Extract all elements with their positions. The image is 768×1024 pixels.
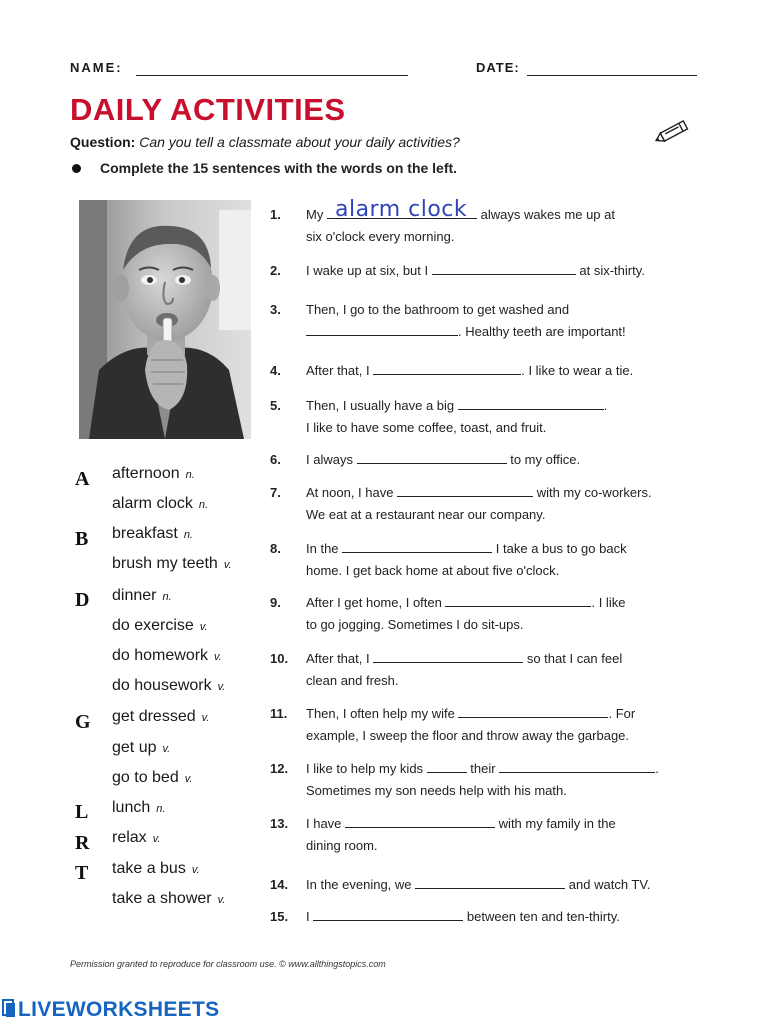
date-field[interactable] — [527, 75, 697, 76]
word-bank-item: take a shower v. — [112, 890, 226, 907]
letter-heading: B — [75, 528, 89, 550]
word-bank-item: brush my teeth v. — [112, 555, 232, 572]
answer-blank-13[interactable] — [345, 813, 495, 828]
question-label: Question: — [70, 134, 136, 150]
word-bank-item: get dressed v. — [112, 708, 210, 725]
word-bank-item: breakfast n. — [112, 525, 193, 542]
liveworksheets-logo[interactable]: LIVEWORKSHEETS — [2, 998, 219, 1022]
instruction: Complete the 15 sentences with the words on the left. — [100, 160, 458, 176]
answer-blank-5[interactable] — [458, 395, 604, 410]
question — [70, 134, 460, 150]
answer-blank-4[interactable] — [373, 360, 521, 375]
word-bank-item: do homework v. — [112, 647, 222, 664]
page-title: DAILY ACTIVITIES — [70, 92, 346, 127]
word-bank-item: do exercise v. — [112, 617, 208, 634]
answer-blank-3[interactable] — [306, 321, 458, 336]
answer-blank-9[interactable] — [445, 592, 591, 607]
answer-blank-11[interactable] — [458, 703, 608, 718]
word-bank-item: do housework v. — [112, 677, 226, 694]
liveworksheets-icon — [2, 998, 16, 1018]
answer-blank-6[interactable] — [357, 449, 507, 464]
word-bank-item: alarm clock n. — [112, 495, 209, 512]
name-field[interactable] — [136, 75, 408, 76]
handwritten-answer: alarm clock — [334, 197, 468, 222]
answer-blank-7[interactable] — [397, 482, 533, 497]
answer-blank-12a[interactable] — [427, 758, 467, 773]
answer-blank-2[interactable] — [432, 260, 576, 275]
date-label: DATE: — [476, 60, 520, 75]
word-bank-item: dinner n. — [112, 587, 172, 604]
pencil-icon — [653, 114, 697, 148]
letter-heading: G — [75, 711, 91, 733]
letter-heading: A — [75, 468, 90, 490]
answer-blank-14[interactable] — [415, 874, 565, 889]
permission-note: Permission granted to reproduce for classroom use. © www.allthingstopics.com — [70, 959, 386, 969]
answer-blank-15[interactable] — [313, 906, 463, 921]
answer-blank-10[interactable] — [373, 648, 523, 663]
answer-blank-1[interactable] — [327, 197, 477, 222]
letter-heading: L — [75, 801, 89, 823]
letter-heading: T — [75, 862, 89, 884]
name-label: NAME: — [70, 60, 123, 75]
letter-heading: R — [75, 832, 90, 854]
word-bank-item: lunch n. — [112, 799, 166, 816]
man-brushing-teeth-photo — [79, 200, 251, 439]
letter-heading: D — [75, 589, 90, 611]
bullet-icon — [72, 164, 81, 173]
answer-blank-8[interactable] — [342, 538, 492, 553]
answer-blank-12b[interactable] — [499, 758, 655, 773]
word-bank-item: relax v. — [112, 829, 161, 846]
word-bank-item: take a bus v. — [112, 860, 200, 877]
word-bank-item: afternoon n. — [112, 465, 195, 482]
question-text: Can you tell a classmate about your daily activities? — [139, 134, 460, 150]
word-bank-item: go to bed v. — [112, 769, 193, 786]
word-bank-item: get up v. — [112, 739, 171, 756]
